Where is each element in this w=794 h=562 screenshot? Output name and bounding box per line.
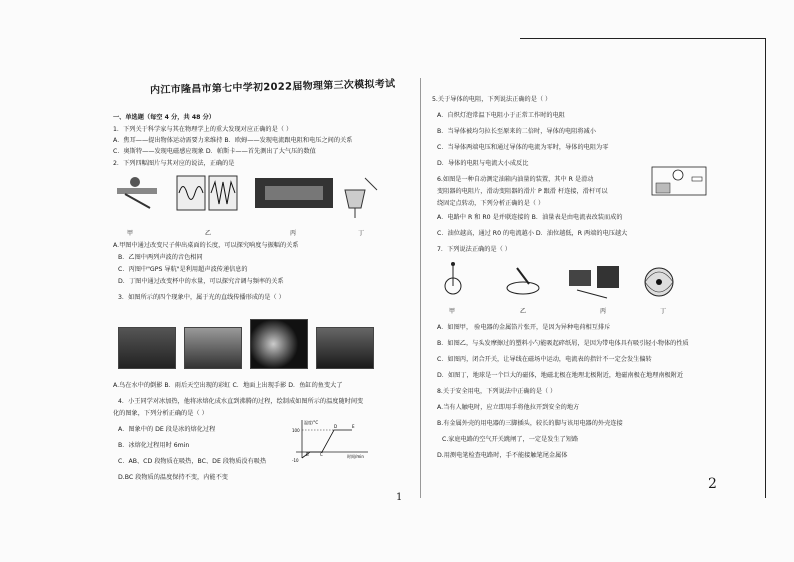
question-5-option-a: A．自炽灯泡常温下电阻小于正常工作时的电阻 bbox=[437, 112, 565, 119]
waveform-figure bbox=[177, 176, 237, 210]
question-7-option-a: A．如图甲， 验电器的金属箔片张开，是因为异种电荷相互排斥 bbox=[437, 324, 611, 331]
center-fold bbox=[420, 78, 421, 498]
question-6-cont2: 绕固定点转动，下列分析正确的是（ ） bbox=[437, 200, 545, 207]
question-7-option-b: B．如图乙，与头发摩擦过的塑料小勺能吸起碎纸屑，是因为带电体具有吸引轻小物体的性质 bbox=[437, 340, 689, 347]
question-2-option-a: A.甲图中通过改变尺子伸出桌面的长度，可以探究响度与振幅的关系 bbox=[113, 242, 299, 249]
spoon-paper-figure bbox=[507, 268, 539, 294]
question-4-cont: 化的图象，下列分析正确的是（ ） bbox=[113, 410, 208, 417]
question-3-options: A.鸟在水中的倒影 B．雨后天空出现的彩虹 C．地面上出现手影 D．鱼缸的鱼变大了 bbox=[113, 382, 343, 389]
graph-point-c: C bbox=[320, 452, 323, 457]
scan-border-right bbox=[765, 38, 766, 498]
question-6: 6.如图是一种自动测定油箱内油量的装置，其中 R 是滑动 bbox=[437, 176, 594, 183]
question-6-cont1: 变阻器的电阻片，滑动变阻器的滑片 P 跟滑 杆连接，滑杆可以 bbox=[437, 188, 608, 195]
question-1: 1．下列关于科学家与其在物理学上的重大发现对应正确的是（ ） bbox=[113, 126, 293, 133]
question-8-option-a: A.当有人触电时，应立即用手将他拉开到安全的地方 bbox=[437, 404, 580, 411]
graph-point-e: E bbox=[352, 424, 355, 429]
question-8-option-d: D.用测电笔检查电路时，手不能接触笔尾金属体 bbox=[437, 452, 568, 459]
question-4: 4．小王同学对冰加热，他将冰熔化成水直到沸腾的过程，绘制成如图所示的温度随时间变 bbox=[118, 398, 364, 405]
question-2-figures bbox=[115, 168, 385, 232]
question-3-photos bbox=[118, 305, 374, 369]
magnet-circuit-figure bbox=[569, 266, 619, 298]
hand-shadow-photo bbox=[250, 319, 308, 369]
electroscope-figure bbox=[445, 262, 461, 294]
question-8: 8.关于安全用电，下列说法中正确的是（ ） bbox=[437, 388, 557, 395]
question-1-options-cd: C．奥斯特——发现电磁感应现象 D．帕斯卡——首先测出了大气压的数值 bbox=[113, 148, 316, 155]
question-7-option-d: D．如图丁，地球是一个巨大的磁体，地磁北极在地理北极附近，地磁南极在地理南极附近 bbox=[437, 372, 684, 379]
graph-point-b: B bbox=[306, 452, 309, 457]
scan-border-top bbox=[520, 38, 765, 39]
graph-tick-neg10: -10 bbox=[292, 458, 299, 463]
question-5-option-c: C．当导体两端电压和通过导体的电流为零时，导体的电阻为零 bbox=[437, 144, 609, 151]
question-8-option-b: B.有金属外壳的用电器的三脚插头，较长的脚与该用电器的外壳连接 bbox=[437, 420, 623, 427]
page-number-2: 2 bbox=[708, 476, 717, 492]
cup-figure bbox=[345, 178, 377, 218]
question-4-option-a: A．图象中的 DE 段是冰的熔化过程 bbox=[118, 426, 216, 433]
question-5: 5.关于导体的电阻，下列说法正确的是（ ） bbox=[432, 96, 552, 103]
graph-point-d: D bbox=[334, 424, 338, 429]
page-number-1: 1 bbox=[396, 492, 403, 503]
q7-caption-c: 丙 bbox=[600, 308, 607, 315]
temperature-graph bbox=[292, 418, 372, 468]
reflection-photo bbox=[118, 327, 176, 369]
q7-caption-d: 丁 bbox=[660, 308, 667, 315]
question-3: 3．如图所示的四个现象中，属于光的直线传播形成的是（ ） bbox=[118, 294, 285, 301]
question-8-option-c: C.家庭电路的空气开关跳闸了，一定是发生了短路 bbox=[442, 436, 579, 443]
q2-caption-b: 乙 bbox=[205, 230, 212, 237]
section-heading: 一、单选题（每空 4 分，共 48 分） bbox=[113, 114, 215, 121]
question-5-option-d: D．导体的电阻与电流大小成反比 bbox=[437, 160, 529, 167]
graph-ylabel: 温度/°C bbox=[304, 420, 319, 425]
question-4-option-c: C．AB、CD 段物质在吸热，BC、DE 段物质没有吸热 bbox=[118, 458, 267, 465]
q7-caption-a: 甲 bbox=[449, 308, 456, 315]
question-2-option-c: C．丙图中"GPS 导航"是利用超声波传递信息的 bbox=[118, 266, 248, 273]
gps-figure bbox=[255, 178, 333, 208]
question-7-figures bbox=[437, 258, 697, 306]
fish-tank-photo bbox=[316, 327, 374, 369]
graph-y-100: 100 bbox=[292, 428, 300, 433]
q7-caption-b: 乙 bbox=[520, 308, 527, 315]
exam-title: 内江市隆昌市第七中学初2022届物理第三次模拟考试 bbox=[149, 78, 396, 97]
question-2-option-d: D．丁图中通过改变杯中的水量，可以探究音调与频率的关系 bbox=[118, 278, 284, 285]
question-5-option-b: B．当导体被均匀拉长至原来的二倍时，导体的电阻将减小 bbox=[437, 128, 596, 135]
oil-gauge-circuit bbox=[650, 165, 710, 205]
earth-magnet-figure bbox=[645, 268, 673, 296]
ruler-figure bbox=[117, 177, 157, 208]
q2-caption-d: 丁 bbox=[358, 230, 365, 237]
graph-xlabel: 时间/min bbox=[347, 454, 364, 459]
question-4-option-b: B．冰熔化过程用时 6min bbox=[118, 442, 190, 449]
question-2-option-b: B．乙图中两列声波的音色相同 bbox=[118, 254, 203, 261]
question-2: 2．下列四幅图片与其对应的说法，正确的是 bbox=[113, 160, 235, 167]
question-7: 7．下列说法正确的是（ ） bbox=[437, 246, 511, 253]
rainbow-photo bbox=[184, 327, 242, 369]
question-4-option-d: D.BC 段物质的温度保持不变，内能不变 bbox=[118, 474, 228, 481]
question-1-options-ab: A．焦耳——提出物体运动需要力来维持 B．欧姆——发现电流跟电阻和电压之间的关系 bbox=[113, 137, 353, 144]
q2-caption-c: 丙 bbox=[290, 230, 297, 237]
question-6-options-ab: A．电路中 R 和 R0 是并联连接的 B．油量表是由电流表改装而成的 bbox=[437, 214, 623, 221]
q2-caption-a: 甲 bbox=[127, 230, 134, 237]
question-7-option-c: C．如图丙，闭合开关，让导线在磁场中运动，电流表的指针不一定会发生偏转 bbox=[437, 356, 652, 363]
question-6-options-cd: C．油位越高，通过 R0 的电流越小 D．油位越低，R 两端的电压越大 bbox=[437, 230, 628, 237]
